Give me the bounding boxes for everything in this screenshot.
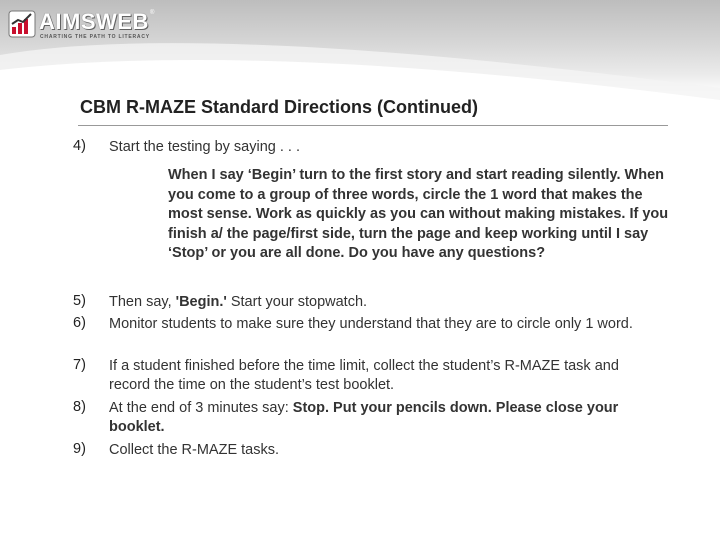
step-number-5: 5) bbox=[73, 293, 86, 309]
step-number-4: 4) bbox=[73, 138, 86, 154]
step-text-5-prefix: Then say, bbox=[109, 294, 176, 310]
step-text-8 bbox=[109, 399, 654, 437]
title-divider bbox=[78, 125, 668, 126]
step-number-8: 8) bbox=[73, 399, 86, 415]
aimsweb-logo bbox=[8, 6, 158, 40]
step-text-4: Start the testing by saying . . . bbox=[109, 139, 301, 155]
step-number-6: 6) bbox=[73, 315, 86, 331]
step-text-7: If a student finished before the time limit, collect the student’s R-MAZE task and record the time on the student’s test booklet. bbox=[109, 358, 619, 393]
page-title: CBM R-MAZE Standard Directions (Continued) bbox=[80, 97, 478, 117]
step-text-9: Collect the R-MAZE tasks. bbox=[109, 442, 280, 458]
logo-chart-icon bbox=[8, 10, 36, 38]
step-text-5 bbox=[109, 293, 669, 312]
logo-wordmark: AIMSWEB bbox=[39, 9, 149, 34]
step-text-5-suffix: Start your stopwatch. bbox=[226, 294, 368, 310]
logo-trademark: ® bbox=[150, 10, 155, 16]
spoken-directions-quote: When I say ‘Begin’ turn to the first story and start reading silently. When you come to a group of three words, circle the 1 word that makes the most sense. Work as quickly as you can without making mistakes. If you finish a/ the page/first side, turn the page and keep working until I say ‘Stop’ or you are all done. Do you have any questions? bbox=[168, 167, 669, 261]
step-number-7: 7) bbox=[73, 357, 86, 373]
step-text-8-bold: Stop. Put your pencils down. Please close your booklet. bbox=[109, 400, 619, 435]
step-text-5-bold: 'Begin.' bbox=[175, 294, 227, 310]
logo-tagline: CHARTING THE PATH TO LITERACY bbox=[40, 34, 150, 40]
step-number-9: 9) bbox=[73, 441, 86, 457]
step-text-6: Monitor students to make sure they understand that they are to circle only 1 word. bbox=[109, 316, 633, 332]
step-text-8-prefix: At the end of 3 minutes say: bbox=[109, 400, 293, 416]
